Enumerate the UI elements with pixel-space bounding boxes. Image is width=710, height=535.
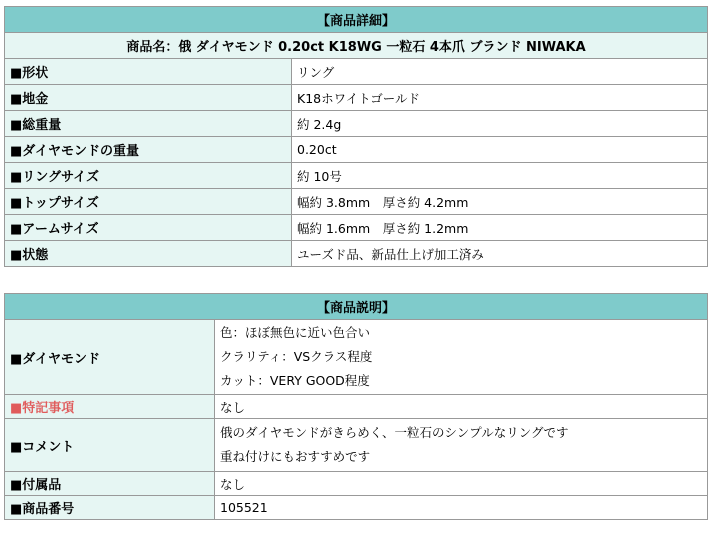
details-value: 約 2.4g bbox=[292, 111, 708, 137]
details-value: 0.20ct bbox=[292, 137, 708, 163]
details-row-total-weight bbox=[5, 111, 708, 137]
details-row-shape bbox=[5, 59, 708, 85]
comment-label: ■コメント bbox=[5, 419, 215, 472]
diamond-value bbox=[215, 320, 708, 395]
description-header: 【商品説明】 bbox=[5, 294, 708, 320]
description-row-special bbox=[5, 395, 708, 419]
details-row-condition bbox=[5, 241, 708, 267]
details-label: ■状態 bbox=[5, 241, 292, 267]
product-name: 商品名：俄 ダイヤモンド 0.20ct K18WG 一粒石 4本爪 ブランド NIWAKA bbox=[5, 33, 708, 59]
item-number-value: 105521 bbox=[215, 496, 708, 520]
accessories-label: ■付属品 bbox=[5, 472, 215, 496]
special-notes-value: なし bbox=[215, 395, 708, 419]
details-value: 幅約 1.6mm 厚さ約 1.2mm bbox=[292, 215, 708, 241]
comment-line: 俄のダイヤモンドがきらめく、一粒石のシンプルなリングです bbox=[220, 425, 569, 440]
details-label: ■地金 bbox=[5, 85, 292, 111]
details-value: 約 10号 bbox=[292, 163, 708, 189]
item-number-label: ■商品番号 bbox=[5, 496, 215, 520]
details-value: リング bbox=[292, 59, 708, 85]
details-label: ■ダイヤモンドの重量 bbox=[5, 137, 292, 163]
details-row-arm-size bbox=[5, 215, 708, 241]
details-row-diamond-weight bbox=[5, 137, 708, 163]
accessories-value: なし bbox=[215, 472, 708, 496]
comment-value bbox=[215, 419, 708, 472]
special-notes-label: ■特記事項 bbox=[5, 395, 215, 419]
comment-line: 重ね付けにもおすすめです bbox=[220, 449, 371, 464]
details-label: ■トップサイズ bbox=[5, 189, 292, 215]
details-label: ■総重量 bbox=[5, 111, 292, 137]
details-value: 幅約 3.8mm 厚さ約 4.2mm bbox=[292, 189, 708, 215]
details-label: ■リングサイズ bbox=[5, 163, 292, 189]
description-row-item-number bbox=[5, 496, 708, 520]
product-details-table bbox=[4, 6, 708, 267]
details-value: K18ホワイトゴールド bbox=[292, 85, 708, 111]
details-row-metal bbox=[5, 85, 708, 111]
diamond-cut-line: カット：VERY GOOD程度 bbox=[220, 373, 370, 388]
diamond-color-line: 色：ほぼ無色に近い色合い bbox=[220, 325, 371, 340]
description-row-accessories bbox=[5, 472, 708, 496]
details-label: ■アームサイズ bbox=[5, 215, 292, 241]
description-row-comment bbox=[5, 419, 708, 472]
details-label: ■形状 bbox=[5, 59, 292, 85]
details-row-ring-size bbox=[5, 163, 708, 189]
details-value: ユーズド品、新品仕上げ加工済み bbox=[292, 241, 708, 267]
product-description-table bbox=[4, 293, 708, 520]
diamond-clarity-line: クラリティ：VSクラス程度 bbox=[220, 349, 373, 364]
details-row-top-size bbox=[5, 189, 708, 215]
details-header: 【商品詳細】 bbox=[5, 7, 708, 33]
diamond-label: ■ダイヤモンド bbox=[5, 320, 215, 395]
description-row-diamond bbox=[5, 320, 708, 395]
